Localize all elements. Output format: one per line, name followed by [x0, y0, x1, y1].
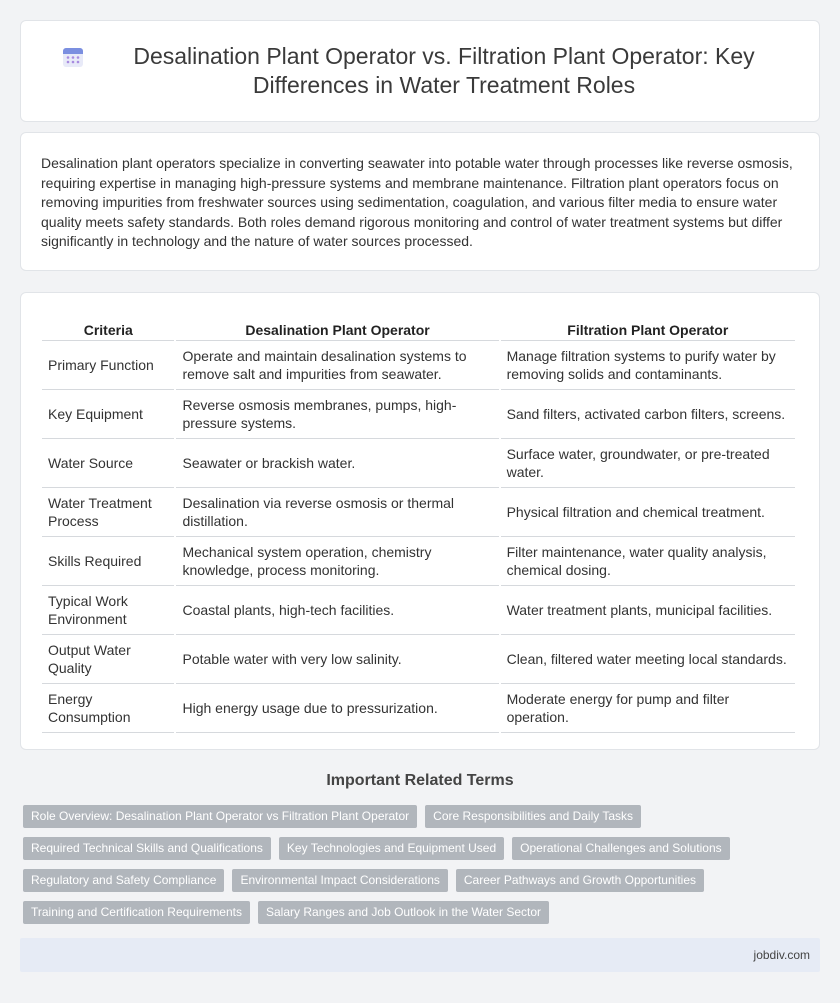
desalination-cell: Desalination via reverse osmosis or thermal distillation.	[176, 488, 498, 537]
related-term-chip[interactable]: Regulatory and Safety Compliance	[23, 869, 224, 892]
filtration-cell: Surface water, groundwater, or pre-treated water.	[501, 439, 795, 488]
table-row	[42, 341, 795, 390]
table-row	[42, 390, 795, 439]
comparison-table	[40, 313, 797, 733]
calendar-icon	[61, 45, 85, 69]
desalination-cell: Coastal plants, high-tech facilities.	[176, 586, 498, 635]
header-card	[20, 20, 820, 122]
summary-text: Desalination plant operators specialize in converting seawater into potable water through processes like reverse osmosis, requiring expertise in managing high-pressure systems and membrane maintenance. Filtration plant operators focus on removing impurities from freshwater sources using sedimentation, coagulation, and various filter media to ensure water quality meets safety standards. Both roles demand rigorous monitoring and control of water treatment systems but differ significantly in technology and the nature of water sources processed.	[41, 155, 793, 249]
related-term-chip[interactable]: Operational Challenges and Solutions	[512, 837, 729, 860]
column-header: Filtration Plant Operator	[501, 313, 795, 341]
footer	[20, 938, 820, 972]
desalination-cell: Potable water with very low salinity.	[176, 635, 498, 684]
related-terms-list	[23, 805, 813, 924]
table-row	[42, 684, 795, 733]
summary-card	[20, 132, 820, 271]
filtration-cell: Moderate energy for pump and filter operation.	[501, 684, 795, 733]
table-row	[42, 488, 795, 537]
desalination-cell: Operate and maintain desalination systems to remove salt and impurities from seawater.	[176, 341, 498, 390]
desalination-cell: Reverse osmosis membranes, pumps, high-pressure systems.	[176, 390, 498, 439]
filtration-cell: Sand filters, activated carbon filters, screens.	[501, 390, 795, 439]
related-term-chip[interactable]: Environmental Impact Considerations	[232, 869, 447, 892]
table-row	[42, 537, 795, 586]
desalination-cell: Seawater or brackish water.	[176, 439, 498, 488]
comparison-table-card	[20, 292, 820, 750]
table-row	[42, 635, 795, 684]
related-term-chip[interactable]: Core Responsibilities and Daily Tasks	[425, 805, 641, 828]
criteria-cell: Skills Required	[42, 537, 174, 586]
title-row	[21, 21, 819, 121]
column-header: Desalination Plant Operator	[176, 313, 498, 341]
criteria-cell: Primary Function	[42, 341, 174, 390]
related-terms-title: Important Related Terms	[326, 772, 514, 789]
table-row	[42, 439, 795, 488]
filtration-cell: Water treatment plants, municipal facilities.	[501, 586, 795, 635]
criteria-cell: Water Source	[42, 439, 174, 488]
related-term-chip[interactable]: Required Technical Skills and Qualifications	[23, 837, 271, 860]
desalination-cell: High energy usage due to pressurization.	[176, 684, 498, 733]
desalination-cell: Mechanical system operation, chemistry knowledge, process monitoring.	[176, 537, 498, 586]
related-term-chip[interactable]: Role Overview: Desalination Plant Operator vs Filtration Plant Operator	[23, 805, 417, 828]
footer-site-link[interactable]: jobdiv.com	[753, 948, 810, 962]
related-term-chip[interactable]: Key Technologies and Equipment Used	[279, 837, 504, 860]
criteria-cell: Key Equipment	[42, 390, 174, 439]
filtration-cell: Manage filtration systems to purify water by removing solids and contaminants.	[501, 341, 795, 390]
filtration-cell: Physical filtration and chemical treatment.	[501, 488, 795, 537]
criteria-cell: Output Water Quality	[42, 635, 174, 684]
table-row	[42, 586, 795, 635]
filtration-cell: Filter maintenance, water quality analysis, chemical dosing.	[501, 537, 795, 586]
filtration-cell: Clean, filtered water meeting local standards.	[501, 635, 795, 684]
table-header-row	[42, 313, 795, 341]
related-term-chip[interactable]: Training and Certification Requirements	[23, 901, 250, 924]
criteria-cell: Energy Consumption	[42, 684, 174, 733]
page-title: Desalination Plant Operator vs. Filtration Plant Operator: Key Differences in Water Treatment Roles	[133, 43, 755, 98]
criteria-cell: Typical Work Environment	[42, 586, 174, 635]
related-term-chip[interactable]: Salary Ranges and Job Outlook in the Water Sector	[258, 901, 549, 924]
criteria-cell: Water Treatment Process	[42, 488, 174, 537]
column-header: Criteria	[42, 313, 174, 341]
related-term-chip[interactable]: Career Pathways and Growth Opportunities	[456, 869, 704, 892]
